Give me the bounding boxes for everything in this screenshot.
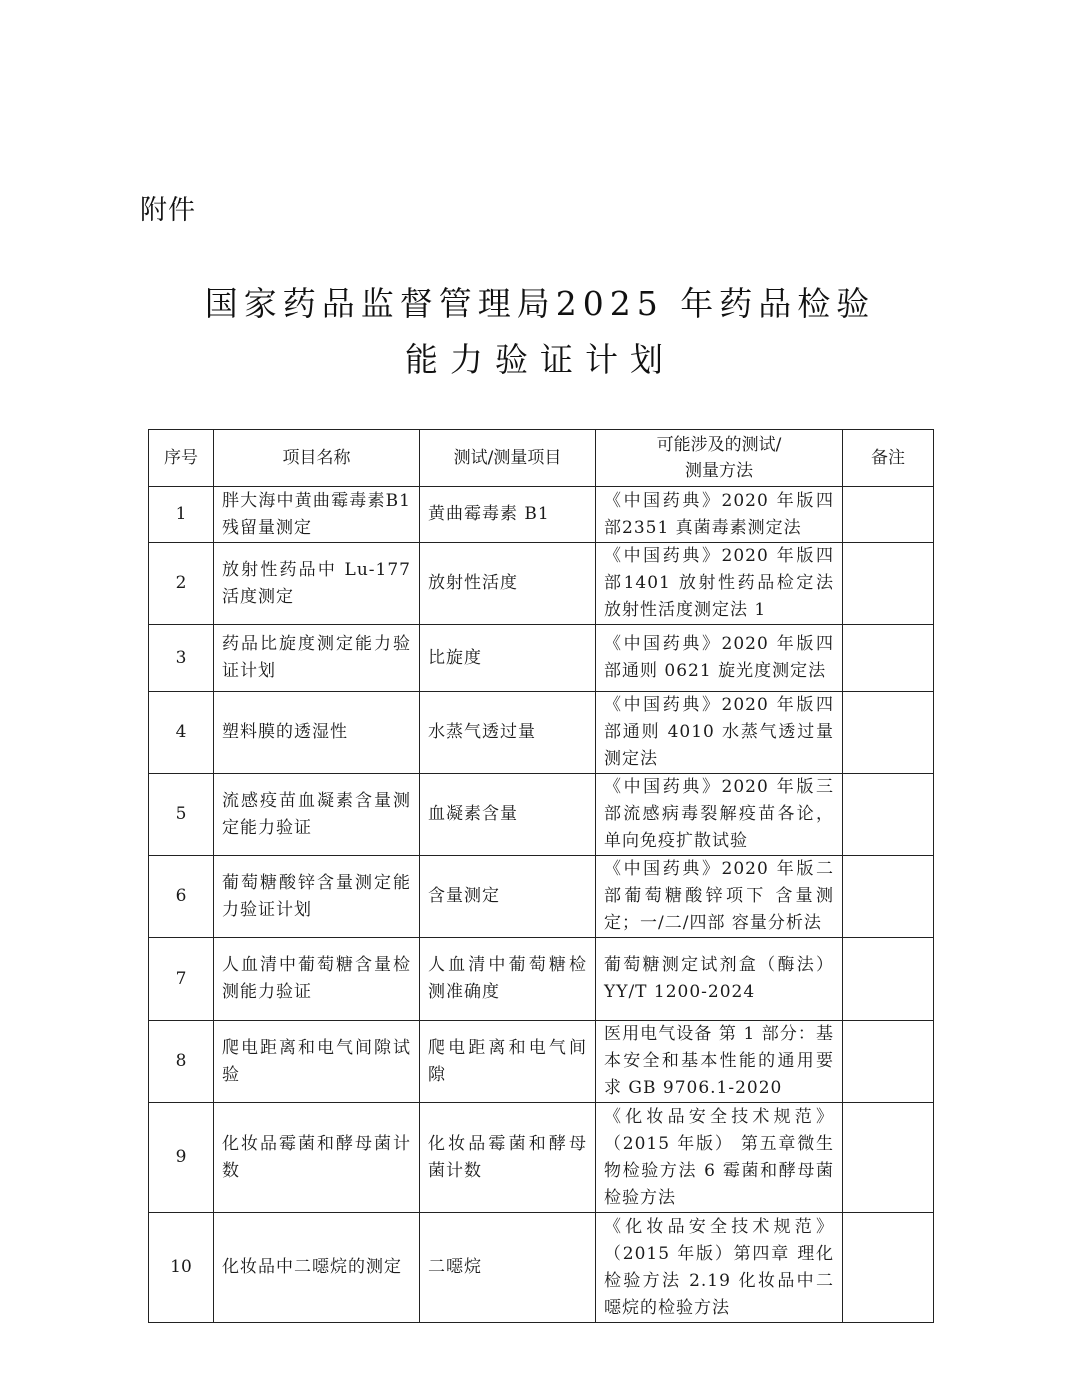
row-remarks — [843, 938, 934, 1021]
row-remarks — [843, 1021, 934, 1103]
row-seq: 1 — [149, 487, 214, 543]
row-test-item: 人血清中葡萄糖检测准确度 — [420, 938, 596, 1021]
row-remarks — [843, 774, 934, 856]
row-remarks — [843, 692, 934, 774]
row-test-item: 血凝素含量 — [420, 774, 596, 856]
row-test-item: 黄曲霉毒素 B1 — [420, 487, 596, 543]
row-remarks — [843, 543, 934, 625]
row-test-item: 二噁烷 — [420, 1213, 596, 1323]
header-project-name: 项目名称 — [214, 430, 420, 487]
document-title-line-2: 能力验证计划 — [405, 340, 675, 379]
row-test-method: 《中国药典》2020 年版四部1401 放射性药品检定法放射性活度测定法 1 — [596, 543, 843, 625]
row-remarks — [843, 625, 934, 692]
row-test-method: 《中国药典》2020 年版四部通则 4010 水蒸气透过量测定法 — [596, 692, 843, 774]
row-seq: 5 — [149, 774, 214, 856]
row-test-method: 葡萄糖测定试剂盒（酶法）YY/T 1200-2024 — [596, 938, 843, 1021]
row-project-name: 化妆品中二噁烷的测定 — [214, 1213, 420, 1323]
row-remarks — [843, 1213, 934, 1323]
row-seq: 10 — [149, 1213, 214, 1323]
row-test-item: 比旋度 — [420, 625, 596, 692]
row-remarks — [843, 856, 934, 938]
table-row — [149, 543, 934, 625]
table-row — [149, 856, 934, 938]
row-project-name: 爬电距离和电气间隙试验 — [214, 1021, 420, 1103]
row-test-method: 《化妆品安全技术规范》（2015 年版） 第五章微生物检验方法 6 霉菌和酵母菌检验方法 — [596, 1103, 843, 1213]
row-test-method: 《中国药典》2020 年版四部通则 0621 旋光度测定法 — [596, 625, 843, 692]
row-test-item: 放射性活度 — [420, 543, 596, 625]
row-project-name: 流感疫苗血凝素含量测定能力验证 — [214, 774, 420, 856]
table-row — [149, 625, 934, 692]
table-row — [149, 1021, 934, 1103]
document-title-line-1: 国家药品监督管理局2025 年药品检验 — [204, 284, 876, 323]
row-project-name: 葡萄糖酸锌含量测定能力验证计划 — [214, 856, 420, 938]
row-project-name: 人血清中葡萄糖含量检测能力验证 — [214, 938, 420, 1021]
table-header-row — [149, 430, 934, 487]
row-test-method: 《中国药典》2020 年版四部2351 真菌毒素测定法 — [596, 487, 843, 543]
row-seq: 6 — [149, 856, 214, 938]
row-seq: 3 — [149, 625, 214, 692]
row-seq: 4 — [149, 692, 214, 774]
row-test-item: 水蒸气透过量 — [420, 692, 596, 774]
row-seq: 8 — [149, 1021, 214, 1103]
row-test-method: 《中国药典》2020 年版三部流感病毒裂解疫苗各论，单向免疫扩散试验 — [596, 774, 843, 856]
row-project-name: 放射性药品中 Lu-177活度测定 — [214, 543, 420, 625]
row-seq: 7 — [149, 938, 214, 1021]
table-row — [149, 1213, 934, 1323]
table-row — [149, 487, 934, 543]
table-row — [149, 938, 934, 1021]
row-project-name: 胖大海中黄曲霉毒素B1残留量测定 — [214, 487, 420, 543]
row-test-method: 《中国药典》2020 年版二部葡萄糖酸锌项下 含量测定；一/二/四部 容量分析法 — [596, 856, 843, 938]
proficiency-testing-table — [148, 429, 934, 1323]
row-project-name: 化妆品霉菌和酵母菌计数 — [214, 1103, 420, 1213]
table-row — [149, 1103, 934, 1213]
row-test-item: 含量测定 — [420, 856, 596, 938]
row-test-item: 爬电距离和电气间隙 — [420, 1021, 596, 1103]
row-remarks — [843, 487, 934, 543]
row-test-method: 医用电气设备 第 1 部分：基本安全和基本性能的通用要求 GB 9706.1-2020 — [596, 1021, 843, 1103]
row-test-method: 《化妆品安全技术规范》（2015 年版）第四章 理化检验方法 2.19 化妆品中二噁烷的检验方法 — [596, 1213, 843, 1323]
row-remarks — [843, 1103, 934, 1213]
row-seq: 2 — [149, 543, 214, 625]
header-remarks: 备注 — [843, 430, 934, 487]
header-test-method: 可能涉及的测试/ 测量方法 — [596, 430, 843, 487]
header-test-item: 测试/测量项目 — [420, 430, 596, 487]
table-row — [149, 692, 934, 774]
row-test-item: 化妆品霉菌和酵母菌计数 — [420, 1103, 596, 1213]
table-row — [149, 774, 934, 856]
header-seq: 序号 — [149, 430, 214, 487]
row-project-name: 塑料膜的透湿性 — [214, 692, 420, 774]
row-seq: 9 — [149, 1103, 214, 1213]
attachment-label: 附件 — [140, 195, 196, 226]
row-project-name: 药品比旋度测定能力验证计划 — [214, 625, 420, 692]
